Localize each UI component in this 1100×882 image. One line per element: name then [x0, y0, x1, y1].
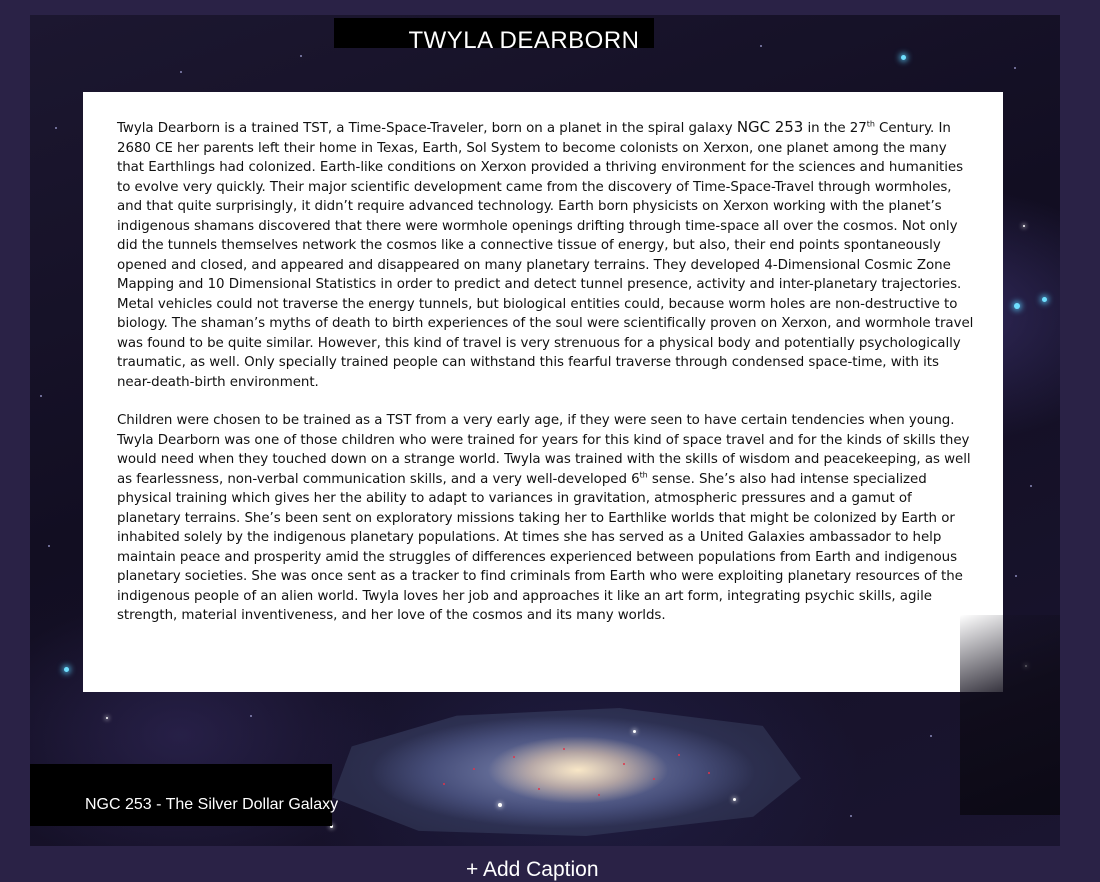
galaxy-speck	[708, 772, 710, 774]
star	[55, 127, 57, 129]
star	[498, 803, 502, 807]
star	[1023, 225, 1025, 227]
bio-paragraph-2	[117, 411, 975, 626]
galaxy-speck	[598, 794, 600, 796]
add-caption-button[interactable]: + Add Caption	[466, 858, 599, 881]
galaxy-speck	[513, 756, 515, 758]
galaxy-name: NGC 253	[736, 118, 804, 136]
galaxy-speck	[563, 748, 565, 750]
bio-paragraph-1	[117, 118, 975, 392]
galaxy-speck	[443, 783, 445, 785]
slide-canvas	[30, 15, 1060, 846]
star	[300, 55, 302, 57]
bio-text: Twyla Dearborn is a trained TST, a Time-Space-Traveler, born on a planet in the spiral galaxy	[117, 121, 737, 136]
star	[48, 545, 50, 547]
star	[760, 45, 762, 47]
bio-text: in the 27	[803, 121, 867, 136]
star	[850, 815, 852, 817]
star	[1015, 575, 1017, 577]
star	[180, 71, 182, 73]
galaxy-speck	[653, 778, 655, 780]
galaxy-speck	[623, 763, 625, 765]
foliage-silhouette	[960, 615, 1060, 815]
star	[733, 798, 736, 801]
galaxy-speck	[538, 788, 540, 790]
caption-banner	[30, 764, 332, 826]
bio-text-box[interactable]	[83, 92, 1003, 692]
bio-text: sense. She’s also had intense specialized physical training which gives her the ability to adapt to variances in gravitation, atmospheric pressures and a gamut of planetary terrains. She’s been sent on exploratory missions taking her to Earthlike worlds that might be colonized by Earth or inhabited solely by the indigenous planetary populations. At times she has served as a United Galaxies ambassador to help maintain peace and prosperity amid the struggles of differences experienced between populations from Earth and indigenous planetary societies. She was once sent as a tracker to find criminals from Earth who were exploiting planetary resources of the indigenous people of an alien world. Twyla loves her job and approaches it like an art form, integrating psychic skills, agile strength, material inventiveness, and her love of the cosmos and its many worlds.	[117, 471, 963, 623]
superscript: th	[639, 470, 648, 480]
star	[1014, 303, 1020, 309]
galaxy-image[interactable]	[323, 708, 801, 836]
bio-text: Century. In 2680 CE her parents left their home in Texas, Earth, Sol System to become colonists on Xerxon, one planet among the many that Earthlings had colonized. Earth-like conditions on Xerxon provided a thriving environment for the sciences and humanities to evolve very quickly. Their major scientific development came from the discovery of Time-Space-Travel through wormholes, and that quite surprisingly, it didn’t require advanced technology. Earth born physicists on Xerxon working with the planet’s indigenous shamans discovered that there were wormhole openings drifting through time-space all over the cosmos. Not only did the tunnels themselves network the cosmos like a connective tissue of energy, but also, their end points spontaneously opened and closed, and appeared and disappeared on many planetary terrains. They developed 4-Dimensional Cosmic Zone Mapping and 10 Dimensional Statistics in order to predict and detect tunnel presence, activity and inter-planetary trajectories. Metal vehicles could not traverse the energy tunnels, but biological entities could, because worm holes are non-destructive to biology. The shaman’s myths of death to birth experiences of the soul were scientifically proven on Xerxon, and wormhole travel was found to be quite similar. However, this kind of travel is very strenuous for a physical body and potentially psychologically traumatic, as well. Only specially trained people can withstand this fearful traverse through condensed space-time, with its near-death-birth environment.	[117, 121, 974, 390]
page-title: TWYLA DEARBORN	[408, 27, 640, 54]
galaxy-speck	[678, 754, 680, 756]
star	[250, 715, 252, 717]
star	[930, 735, 932, 737]
star	[106, 717, 108, 719]
star	[633, 730, 636, 733]
star	[40, 395, 42, 397]
star	[1030, 485, 1032, 487]
star	[1042, 297, 1047, 302]
galaxy-speck	[473, 768, 475, 770]
star	[64, 667, 69, 672]
superscript: th	[866, 119, 875, 129]
star	[901, 55, 906, 60]
bio-text: Children were chosen to be trained as a TST from a very early age, if they were seen to have certain tendencies when young. Twyla Dearborn was one of those children who were trained for years for this kind of space travel and for the kinds of skills they would need when they touched down on a strange world. Twyla was trained with the skills of wisdom and peacekeeping, as well as fearlessness, non-verbal communication skills, and a very well-developed 6	[117, 413, 971, 487]
star	[1014, 67, 1016, 69]
image-caption: NGC 253 - The Silver Dollar Galaxy	[85, 796, 339, 813]
